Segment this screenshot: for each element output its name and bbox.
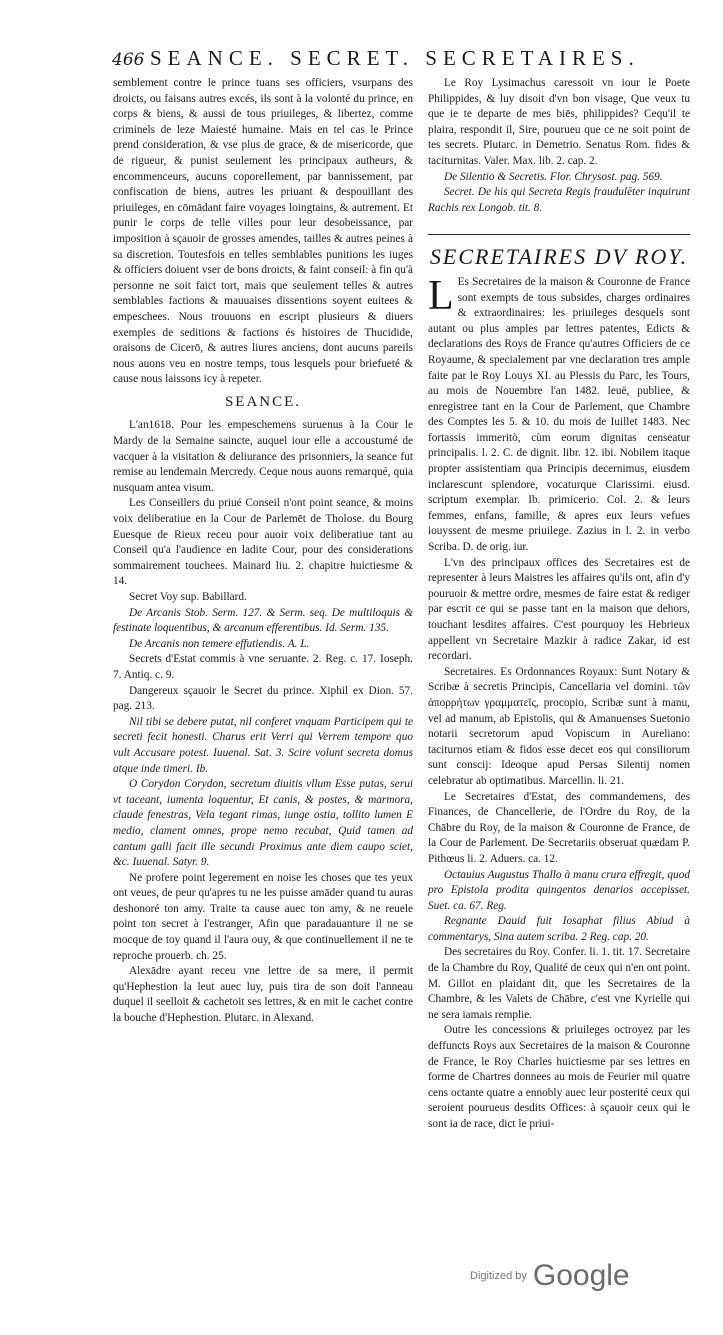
paragraph: De Arcanis non temere effutiendis. A. L. <box>129 637 310 650</box>
digitized-watermark <box>470 1254 710 1298</box>
paragraph-with-dropcap <box>428 272 690 556</box>
paragraph: Alexādre ayant receu vne lettre de sa mere, il permit qu'Hephestion la leut auec luy, puis tira de son doit l'anneau duquel il seelloit & cachetoit ses lettres, & en mit le cachet contre la bouche d'Hephestion. Plutarc. in Alexand. <box>113 965 413 1025</box>
paragraph: Les Conseillers du priué Conseil n'ont point seance, & moins voix deliberatiue en la Cour de Parlemēt de Tholose. du Bourg Euesque de Rieux receu pour auoir voix deliberatiue tant au Conseil qu'a l'audience en ladite Cour, pour des considerations sommairement touchees. Mainard liu. 2. chapitre huictiesme & 14. <box>113 497 413 588</box>
paragraph: Secrets d'Estat commis à vne seruante. 2. Reg. c. 17. Ioseph. 7. Antiq. c. 9. <box>113 653 413 681</box>
paragraph: semblement contre le prince tuans ses officiers, vsurpans des droicts, ou faisans autres excés, ils sont à la volonté du prince, en corps & biens, & aussi de tous priuileges, & libertez, comme criminels de leze Maiesté humaine. Mais en tel cas le Prince prend consideration, & vse plus de grace, & de misericorde, que de rigueur, & punist seulement les principaux autheurs, & encommenceurs, aucuns coporellement, par bannissement, par confiscation de biens, autres les priuant & despouillant des priuileges, en cōmādant faire voyages loingtains, & autrement. Et punir le corps de telle villes pour leur desobeissance, par imposition à sçauoir de grosses amendes, tailles & autres peines à sa discretion. Toutesfois en telles semblables punitions les iuges & officiers doiuent vser de bons droicts, & faint conseil: à fin qu'à personne ne soit faict tort, mais que seulement telles & autres semblables factions & mauuaises dissentions soyent euitees & empeschees. Nous trouuons en escript plusieurs & diuers exemples de seditions & factions és histoires de Thucidide, oraisons de Cicerō, & autres liures anciens, dont aucuns pareils nous auons veu en nostre temps, tous lesquels pour briefueté & cause nous laissons icy à repeter. <box>113 77 413 386</box>
paragraph: Le Roy Lysimachus caressoit vn iour le Poete Philippides, & luy disoit d'vn bon visage, Que veux tu que ie te departe de mes biēs, philippides? Cequ'il te plaira, respondit il, Sire, pourueu que ce ne soit point de tes secrets. Plutarc. in Demetrio. Senatus Rom. fides & taciturnitas. Valer. Max. lib. 2. cap. 2. <box>428 77 690 167</box>
paragraph: L'vn des principaux offices des Secretaires est de representer à leurs Maistres les affaires qu'ils ont, afin d'y pouruoir & mettre ordre, mesmes de faire estat & rediger par escrit ce qui se passe tant en la maison que dehors, touchant lesdites affaires. C'est pourquoy les Hebrieux appellent vn Secretaire Mazkir à radice Zakar, id est recordari. <box>428 556 690 663</box>
paragraph: Nil tibi se debere putat, nil conferet vnquam Participem qui te secreti fecit honesti. Charus erit Verri qui Verrem tempore quo vult Accusare potest. Iuuenal. Sat. 3. Scire volunt secreta domus atque inde timeri. Ib. <box>113 715 413 775</box>
page-number: 466 <box>112 50 145 70</box>
paragraph-text: Es Secretaires de la maison & Couronne de France sont exempts de tous subsides, charges ordinaires & extraordinaires: les priuileges desquels sont autant ou plus amples par lettres patentes, Edicts & declarations des Roys de France qu'autres Officiers de ce Royaume, & specialement par vne declaration tres ample faite par le Roy Louys XI. au Plessis du Parc, les Tours, au mois de Nouembre l'an 1482. leuë, publiee, & enregistree tant en la Cour de Parlement, que Chambre des Comptes les 5. & 10. du mois de Iuillet 1483. Nec fortassis immeritò, cùm eorum dignitas censeatur principalis. l. 2. C. de dignit. libr. 12. ibi. Nobilem itaque propter assistentiam qua Principis decernimus, eiusdem inclarescunt splendore, vocaturque Clarissimi. eiusd. scriptum exemplar. Ib. primicerio. Col. 2. & leurs femmes, enfans, famille, & apres eux leurs vefues iouyssent de mesme priuilege. Zazius in l. 2. in verbo Scriba. D. de orig. iur. <box>428 275 690 554</box>
paragraph: Secret Voy sup. Babillard. <box>129 591 247 603</box>
left-column <box>113 76 413 1027</box>
paragraph: Dangereux sçauoir le Secret du prince. Xiphil ex Dion. 57. pag. 213. <box>113 684 413 713</box>
paragraph: Regnante Dauid fuit Iosaphat filius Abiud à commentarys, Sina autem scriba. 2 Reg. cap. 20. <box>428 915 690 943</box>
paragraph: De Silentio & Secretis. Flor. Chrysost. pag. 569. <box>444 170 663 183</box>
paragraph: Octauius Augustus Thallo à manu crura effregit, quod pro Epistola prodita quingentos denarios accepisset. Suet. ca. 67. Reg. <box>428 868 690 912</box>
section-heading-seance: SEANCE. <box>224 393 302 410</box>
right-column <box>428 76 690 1133</box>
running-title: SEANCE. SECRET. SECRETAIRES. <box>150 46 640 70</box>
digitized-label: Digitized by <box>470 1270 527 1282</box>
paragraph: O Corydon Corydon, secretum diuitis vllum Esse putas, serui vt taceant, iumenta loquentur, Et canis, & postes, & marmora, claude fenestras, Vela tegant rimas, iunge ostia, tollito lumen E medio, clament omnes, prope nemo recubat, Quid tamen ad cantum galli facit ille secundi Proximus ante diem caupo sciet, &c. Iuuenal. Satyr. 9. <box>113 778 413 869</box>
page-header <box>112 46 672 76</box>
google-logo: Google <box>532 1259 630 1292</box>
section-title: SECRETAIRES DV ROY. <box>429 244 689 270</box>
paragraph: Outre les concessions & priuileges octroyez par les deffuncts Roys aux Secretaires de la maison & Couronne de France, le Roy Charles huictiesme par ses lettres en forme de Chartres donnees au mois de Feurier mil quatre cens octante quatre a ennobly auec leur posterité ceux qui seroient pourueus desdits Offices: à sçauoir ceux qui le sont ia de race, dict le priui- <box>428 1024 690 1130</box>
drop-cap: L <box>428 272 454 319</box>
paragraph: Des secretaires du Roy. Confer. li. 1. tit. 17. Secretaire de la Chambre du Roy, Qualité de ceux qui n'en ont point. M. Gillot en plaidant dit, que les Secretaires de la Chambre, & les Valets de Chābre, c'est vne Kyrielle qui ne sera iamais remplie. <box>428 946 691 1021</box>
section-divider <box>428 234 690 235</box>
paragraph: Le Secretaires d'Estat, des commandemens, des Finances, de Chancellerie, de l'Ordre du Roy, de la Chābre du Roy, de la maison & Couronne de France, de la Cour de Parlement. De Secretariis obseruat quædam P. Pithœus li. 2. Aduers. ca. 12. <box>428 790 690 865</box>
paragraph: Secret. De his qui Secreta Regis fraudulēter inquirunt Rachis rex Longob. tit. 8. <box>428 186 690 214</box>
paragraph: L'an1618. Pour les empeschemens suruenus à la Cour le Mardy de la Semaine saincte, auquel iour elle a accoustumé de vacquer à la visitation & deliurance des prisonniers, la seance fut remise au lendemain Mercredy. Ceque nous auons remarqué, quia nusquam antea visum. <box>113 419 413 494</box>
paragraph: Secretaires. Es Ordonnances Royaux: Sunt Notary & Scribæ à secretis Principis, Cancellaria vel domini. τῶν ἀπορρήτων γραμματεῖς, procopio, Scribæ sunt à manu, vel ad manum, ab Epistolis, qui & Amanuenses Suetonio notarii secretorum apud Vopiscum in Aureliano: taciturnos etiam & fidos esse decet eos qui consiliorum sunt conscij: Ideoque apud Persas Silentij nomen celebratur ab optimatibus. Marcellin. li. 21. <box>428 665 690 787</box>
paragraph: De Arcanis Stob. Serm. 127. & Serm. seq. De multiloquis & festinate loquentibus, & arcanum efferentibus. Id. Serm. 135. <box>113 606 413 635</box>
paragraph: Ne profere point legerement en noise les choses que tes yeux ont veues, de peur qu'apres tu ne les puisse amāder quand tu auras deshonoré ton amy. Traite ta cause auec ton amy, & ne reuele point ton secret à l'estranger, Afin que paradauanture il ne se mocque de toy quand il l'aura ouy, & que continuellement il ne te reproche prouerb. ch. 25. <box>113 871 413 962</box>
